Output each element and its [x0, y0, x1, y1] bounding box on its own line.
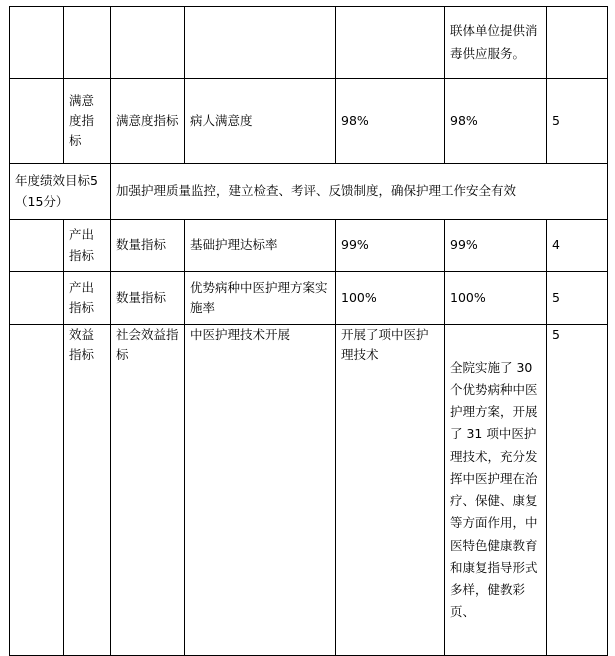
cell-level2: 效益指标 — [64, 325, 111, 656]
cell-score: 5 — [547, 79, 608, 164]
cell-level3: 数量指标 — [111, 220, 185, 272]
performance-appraisal-table — [9, 6, 608, 656]
cell-level1 — [10, 272, 64, 325]
cell-target: 开展了项中医护理技术 — [336, 325, 445, 656]
cell-level2: 满意度指标 — [64, 79, 111, 164]
cell-target — [336, 7, 445, 79]
cell-target: 98% — [336, 79, 445, 164]
cell-indicator: 基础护理达标率 — [185, 220, 336, 272]
cell-level2: 产出指标 — [64, 220, 111, 272]
cell-indicator: 中医护理技术开展 — [185, 325, 336, 656]
cell-target: 100% — [336, 272, 445, 325]
cell-level1 — [10, 79, 64, 164]
cell-actual: 100% — [445, 272, 547, 325]
cell-score: 5 — [547, 272, 608, 325]
cell-level2 — [64, 7, 111, 79]
cell-level1 — [10, 325, 64, 656]
table-row — [10, 325, 608, 656]
cell-target: 99% — [336, 220, 445, 272]
cell-level1 — [10, 7, 64, 79]
table-row — [10, 220, 608, 272]
cell-indicator: 优势病种中医护理方案实施率 — [185, 272, 336, 325]
cell-level1 — [10, 220, 64, 272]
cell-indicator: 病人满意度 — [185, 79, 336, 164]
cell-level3 — [111, 7, 185, 79]
cell-level3: 满意度指标 — [111, 79, 185, 164]
cell-score — [547, 7, 608, 79]
cell-level3: 数量指标 — [111, 272, 185, 325]
table-row — [10, 7, 608, 79]
annual-goal-label: 年度绩效目标5（15分） — [10, 164, 111, 220]
table-row — [10, 79, 608, 164]
cell-indicator — [185, 7, 336, 79]
annual-goal-text: 加强护理质量监控，建立检查、考评、反馈制度，确保护理工作安全有效 — [111, 164, 608, 220]
cell-actual: 98% — [445, 79, 547, 164]
cell-level2: 产出指标 — [64, 272, 111, 325]
cell-level3: 社会效益指标 — [111, 325, 185, 656]
table-row-annual-goal — [10, 164, 608, 220]
table-row — [10, 272, 608, 325]
cell-actual: 99% — [445, 220, 547, 272]
cell-actual: 全院实施了 30 个优势病种中医护理方案，开展了 31 项中医护理技术，充分发挥中医护理在治疗、保健、康复等方面作用，中医特色健康教育和康复指导形式多样，健教彩页、 — [445, 325, 547, 656]
cell-actual: 联体单位提供消毒供应服务。 — [445, 7, 547, 79]
cell-score: 5 — [547, 325, 608, 656]
cell-score: 4 — [547, 220, 608, 272]
